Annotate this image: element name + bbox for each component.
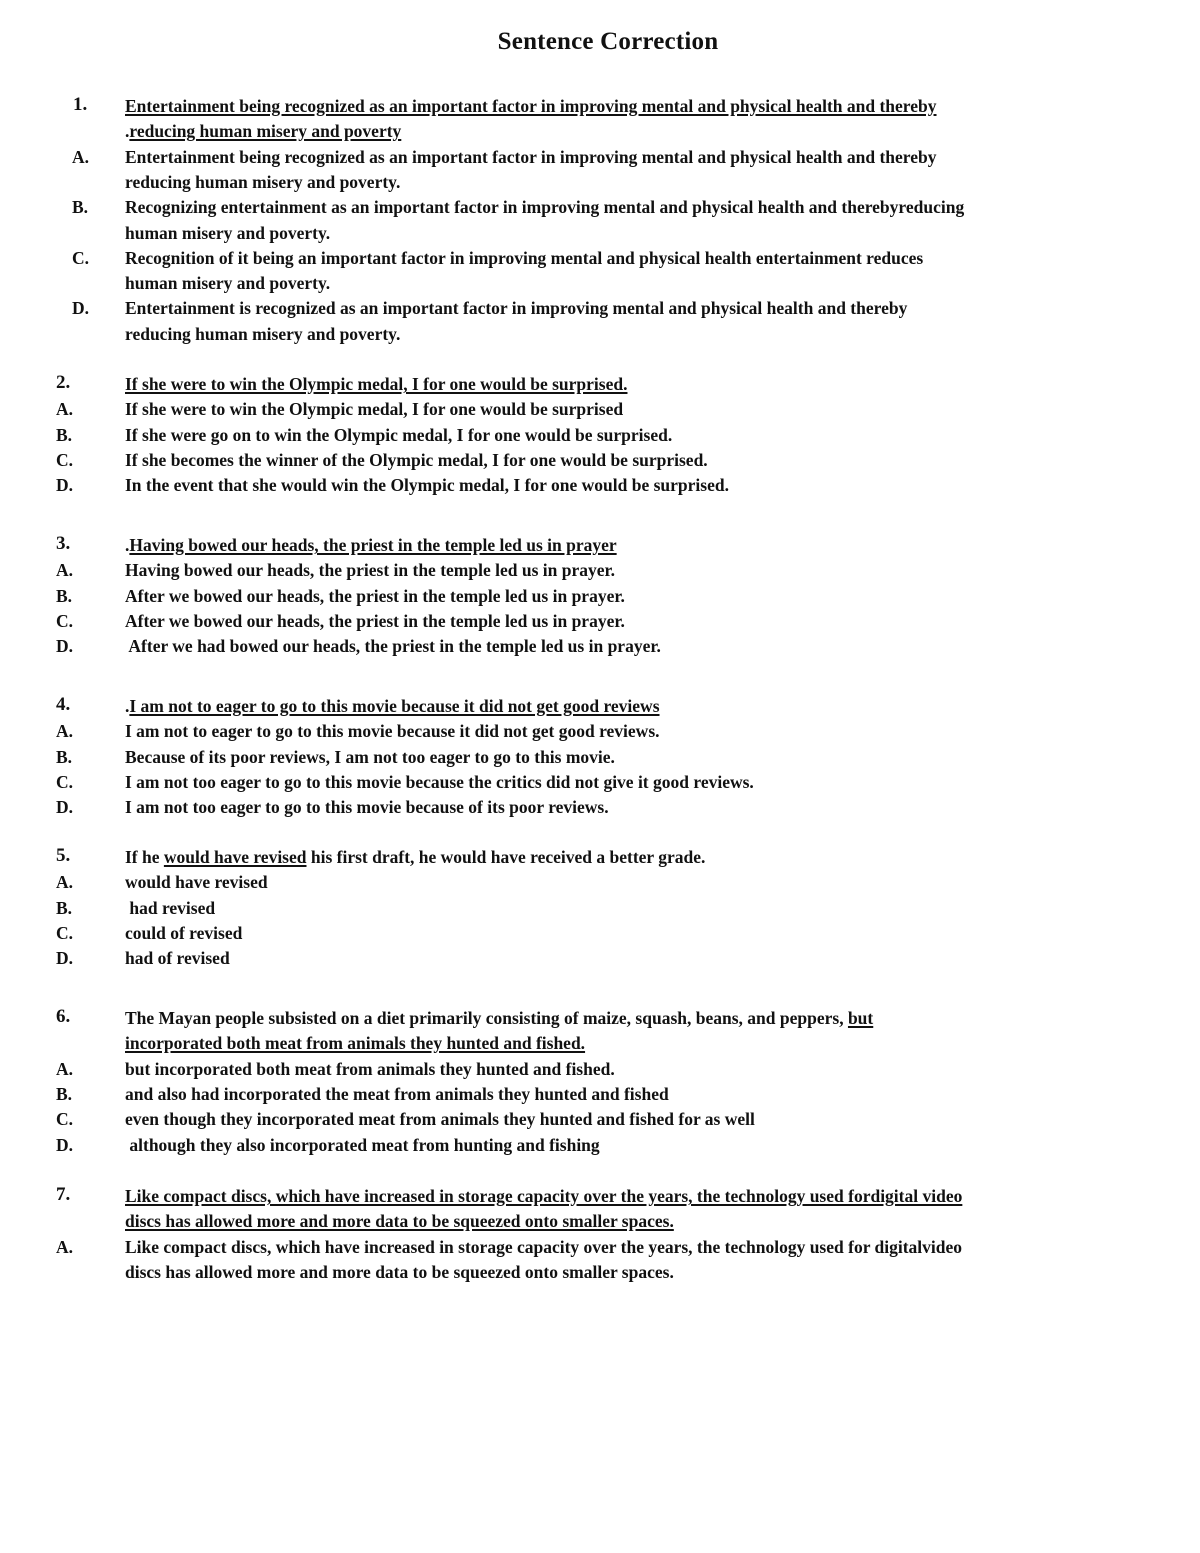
option-label: D. <box>56 636 74 657</box>
option-label: A. <box>56 560 74 581</box>
option-label: C. <box>56 771 74 792</box>
question-prompt-line <box>125 1031 585 1055</box>
option-text-line: Entertainment being recognized as an important factor in improving mental and physical health and thereby <box>125 146 937 167</box>
question-prompt-line <box>125 845 705 869</box>
question-prompt-line <box>125 1006 873 1030</box>
option-text-line: had revised <box>125 897 216 918</box>
underlined-segment: reducing human misery and poverty <box>129 121 402 142</box>
question-prompt-line <box>125 533 617 557</box>
option-text-line: After we bowed our heads, the priest in the temple led us in prayer. <box>125 585 625 606</box>
option-label: A. <box>56 399 74 420</box>
option-text-line: human misery and poverty. <box>125 222 331 243</box>
question-number: 6. <box>56 1006 71 1027</box>
option-text-line: Like compact discs, which have increased in storage capacity over the years, the technology used for digitalvideo <box>125 1236 963 1257</box>
option-label: D. <box>56 797 74 818</box>
text-segment: his first draft, he would have received a better grade. <box>306 847 706 867</box>
option-text-line: although they also incorporated meat from hunting and fishing <box>125 1134 600 1155</box>
question-prompt-line <box>125 94 937 118</box>
question-number: 7. <box>56 1184 71 1205</box>
option-label: A. <box>56 872 74 893</box>
option-label: D. <box>56 948 74 969</box>
option-label: B. <box>72 197 89 218</box>
text-segment: . <box>125 535 130 555</box>
option-label: D. <box>56 475 74 496</box>
option-label: B. <box>56 897 73 918</box>
option-label: A. <box>56 721 74 742</box>
question-prompt-line <box>125 119 401 143</box>
option-label: A. <box>56 1058 74 1079</box>
question-number: 1. <box>73 94 88 115</box>
underlined-segment: would have revised <box>163 847 307 867</box>
option-text-line: Because of its poor reviews, I am not too eager to go to this movie. <box>125 746 615 767</box>
option-label: B. <box>56 424 73 445</box>
option-text-line: If she becomes the winner of the Olympic medal, I for one would be surprised. <box>125 449 708 470</box>
question-number: 2. <box>56 372 71 393</box>
option-label: B. <box>56 585 73 606</box>
option-text-line: I am not too eager to go to this movie because of its poor reviews. <box>125 797 609 818</box>
option-text-line: If she were to win the Olympic medal, I for one would be surprised <box>125 399 624 420</box>
underlined-segment: I am not to eager to go to this movie because it did not get good reviews <box>129 696 660 716</box>
option-text-line: Recognizing entertainment as an important factor in improving mental and physical health and therebyreducing <box>125 197 965 218</box>
option-text-line: human misery and poverty. <box>125 273 331 294</box>
question-number: 5. <box>56 845 71 866</box>
text-segment: If he <box>125 847 164 867</box>
question-prompt-line <box>125 1184 962 1208</box>
text-segment: The Mayan people subsisted on a diet primarily consisting of maize, squash, beans, and peppers, <box>125 1008 848 1028</box>
option-label: C. <box>56 610 74 631</box>
option-text-line: After we had bowed our heads, the priest in the temple led us in prayer. <box>125 636 661 657</box>
option-text-line: After we bowed our heads, the priest in the temple led us in prayer. <box>125 610 625 631</box>
option-text-line: would have revised <box>125 872 268 893</box>
question-number: 4. <box>56 694 71 715</box>
option-text-line: even though they incorporated meat from animals they hunted and fished for as well <box>125 1109 755 1130</box>
underlined-segment: incorporated both meat from animals they hunted and fished. <box>125 1033 586 1054</box>
option-text-line: I am not to eager to go to this movie because it did not get good reviews. <box>125 721 660 742</box>
question-prompt-line <box>125 1209 674 1233</box>
underlined-segment: discs has allowed more and more data to be squeezed onto smaller spaces. <box>125 1211 674 1232</box>
question-prompt-line <box>125 372 627 396</box>
option-label: A. <box>56 1236 74 1257</box>
text-segment: . <box>125 696 130 716</box>
option-label: C. <box>56 922 74 943</box>
text-segment: . <box>125 121 130 142</box>
option-text-line: and also had incorporated the meat from animals they hunted and fished <box>125 1083 669 1104</box>
question-number: 3. <box>56 533 71 554</box>
underlined-segment: Entertainment being recognized as an important factor in improving mental and physical health and thereby <box>125 96 937 116</box>
underlined-segment: Like compact discs, which have increased in storage capacity over the years, the technology used fordigital video <box>125 1186 963 1206</box>
option-text-line: reducing human misery and poverty. <box>125 171 401 192</box>
option-label: D. <box>72 298 90 319</box>
option-text-line: In the event that she would win the Olympic medal, I for one would be surprised. <box>125 475 729 496</box>
question-prompt-line <box>125 694 660 718</box>
underlined-segment: If she were to win the Olympic medal, I for one would be surprised. <box>125 374 628 394</box>
option-text-line: but incorporated both meat from animals they hunted and fished. <box>125 1058 615 1079</box>
option-label: B. <box>56 746 73 767</box>
option-label: C. <box>56 449 74 470</box>
option-label: A. <box>72 146 90 167</box>
option-text-line: If she were go on to win the Olympic medal, I for one would be surprised. <box>125 424 673 445</box>
page-title: Sentence Correction <box>497 28 719 55</box>
option-label: C. <box>56 1109 74 1130</box>
option-text-line: I am not too eager to go to this movie because the critics did not give it good reviews. <box>125 771 754 792</box>
option-label: D. <box>56 1134 74 1155</box>
option-text-line: had of revised <box>125 948 230 969</box>
option-text-line: Entertainment is recognized as an important factor in improving mental and physical health and thereby <box>125 298 908 319</box>
option-text-line: could of revised <box>125 922 243 943</box>
option-label: C. <box>72 247 90 268</box>
option-label: B. <box>56 1083 73 1104</box>
underlined-segment: Having bowed our heads, the priest in the temple led us in prayer <box>129 535 617 555</box>
option-text-line: discs has allowed more and more data to be squeezed onto smaller spaces. <box>125 1261 674 1282</box>
option-text-line: Having bowed our heads, the priest in the temple led us in prayer. <box>125 560 616 581</box>
option-text-line: Recognition of it being an important factor in improving mental and physical health entertainment reduces <box>125 247 924 268</box>
option-text-line: reducing human misery and poverty. <box>125 323 401 344</box>
underlined-segment: but <box>847 1008 874 1028</box>
